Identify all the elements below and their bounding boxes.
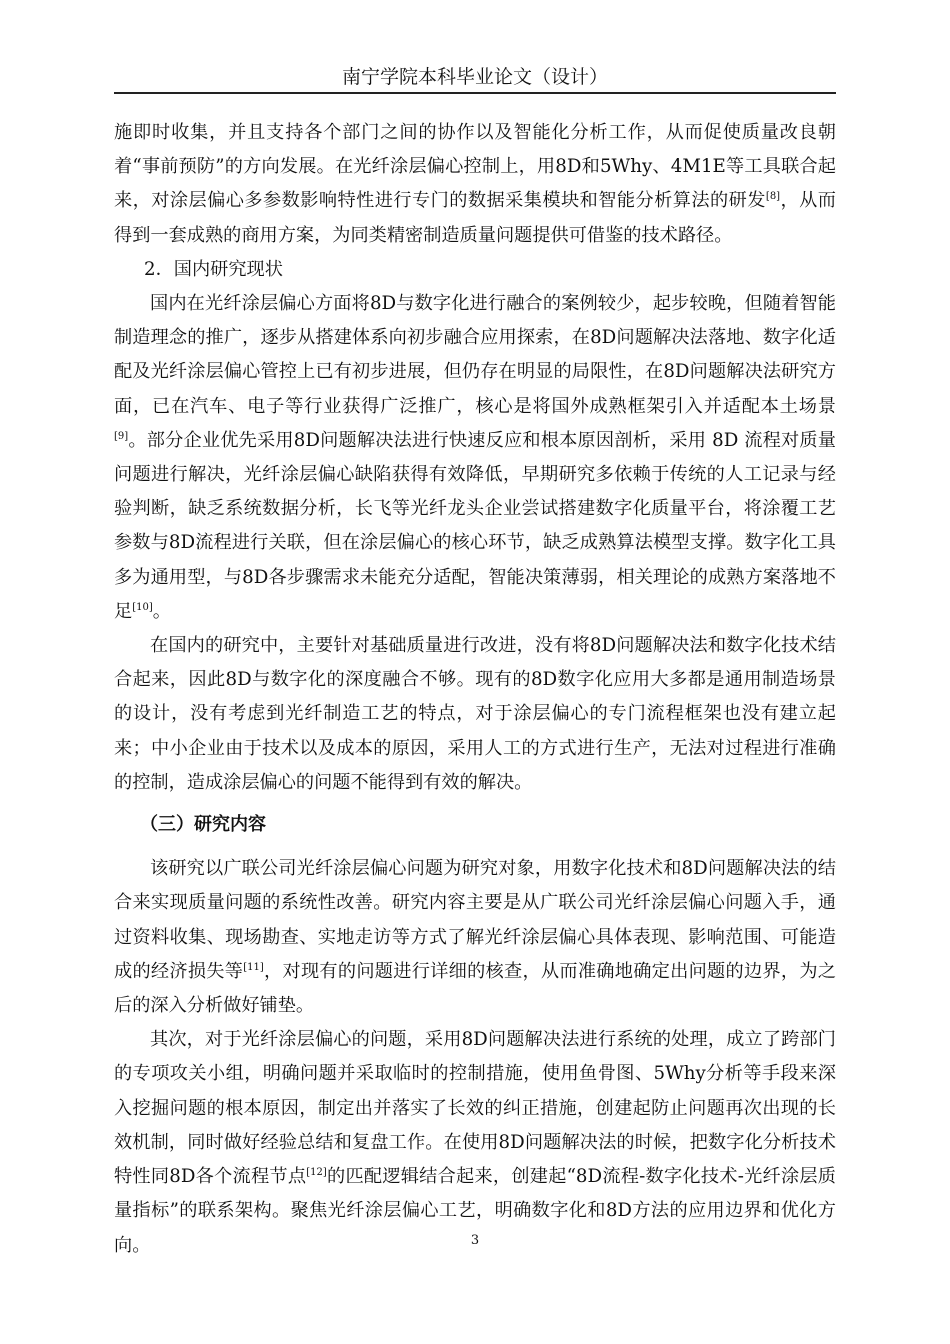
paragraph-1-text: 施即时收集，并且支持各个部门之间的协作以及智能化分析工作，从而促使质量改良朝着“事前预防”的方向发展。在光纤涂层偏心控制上，用8D和5Why、4M1E等工具联合起来，对涂层偏心多参数影响特性进行专门的数据采集模块和智能分析算法的研发 <box>114 122 836 212</box>
citation-11: [11] <box>243 961 264 973</box>
paragraph-2 <box>114 287 836 629</box>
paragraph-2-text: 国内在光纤涂层偏心方面将8D与数字化进行融合的案例较少，起步较晚，但随着智能制造理念的推广，逐步从搭建体系向初步融合应用探索，在8D问题解决法落地、数字化适配及光纤涂层偏心管控上已有初步进展，但仍存在明显的局限性，在8D问题解决法研究方面，已在汽车、电子等行业获得广泛推广，核心是将国外成熟框架引入并适配本土场景 <box>114 293 836 417</box>
paragraph-3 <box>114 629 836 800</box>
paragraph-5-tail: 的匹配逻辑结合起来，创建起“8D流程-数字化技术-光纤涂层质量指标”的联系架构。聚焦光纤涂层偏心工艺，明确数字化和8D方法的应用边界和优化方向。 <box>114 1166 836 1256</box>
paragraph-1-tail: ，从而得到一套成熟的商用方案，为同类精密制造质量问题提供可借鉴的技术路径。 <box>114 190 836 246</box>
citation-8: [8] <box>765 191 781 203</box>
subsection-heading-domestic <box>114 253 836 287</box>
page-header <box>114 64 836 94</box>
header-title: 南宁学院本科毕业论文（设计） <box>341 66 608 88</box>
paragraph-4-text: 该研究以广联公司光纤涂层偏心问题为研究对象，用数字化技术和8D问题解决法的结合来实现质量问题的系统性改善。研究内容主要是从广联公司光纤涂层偏心问题入手，通过资料收集、现场勘查、实地走访等方式了解光纤涂层偏心具体表现、影响范围、可能造成的经济损失等 <box>114 858 836 982</box>
section-heading-text: （三）研究内容 <box>140 814 266 836</box>
page-number: 3 <box>470 1233 480 1248</box>
paragraph-2-tail: 。 <box>152 600 171 622</box>
page-body <box>114 116 836 1263</box>
citation-9: [9] <box>114 430 129 442</box>
paragraph-5-text: 其次，对于光纤涂层偏心的问题，采用8D问题解决法进行系统的处理，成立了跨部门的专项攻关小组，明确问题并采取临时的控制措施，使用鱼骨图、5Why分析等手段来深入挖掘问题的根本原因，制定出并落实了长效的纠正措施，创建起防止问题再次出现的长效机制，同时做好经验总结和复盘工作。在使用8D问题解决法的时候，把数字化分析技术特性同8D各个流程节点 <box>114 1029 836 1188</box>
citation-12: [12] <box>306 1167 327 1179</box>
paragraph-4 <box>114 852 836 1023</box>
subsection-heading-text: 2．国内研究现状 <box>144 258 283 280</box>
paragraph-1 <box>114 116 836 253</box>
paragraph-5 <box>114 1023 836 1262</box>
citation-10: [10] <box>132 601 153 613</box>
paragraph-3-text: 在国内的研究中，主要针对基础质量进行改进，没有将8D问题解决法和数字化技术结合起来，因此8D与数字化的深度融合不够。现有的8D数字化应用大多都是通用制造场景的设计，没有考虑到光纤制造工艺的特点，对于涂层偏心的专门流程框架也没有建立起来；中小企业由于技术以及成本的原因，采用人工的方式进行生产，无法对过程进行准确的控制，造成涂层偏心的问题不能得到有效的解决。 <box>114 635 836 793</box>
section-heading-research-content <box>114 808 836 842</box>
paragraph-2-mid: 。部分企业优先采用8D问题解决法进行快速反应和根本原因剖析，采用 8D 流程对质量问题进行解决，光纤涂层偏心缺陷获得有效降低，早期研究多依赖于传统的人工记录与经验判断，缺乏系统数据分析，长飞等光纤龙头企业尝试搭建数字化质量平台，将涂覆工艺参数与8D流程进行关联，但在涂层偏心的核心环节，缺乏成熟算法模型支撑。数字化工具多为通用型，与8D各步骤需求未能充分适配，智能决策薄弱，相关理论的成熟方案落地不足 <box>114 429 836 622</box>
paragraph-4-tail: ，对现有的问题进行详细的核查，从而准确地确定出问题的边界，为之后的深入分析做好铺垫。 <box>114 960 836 1017</box>
